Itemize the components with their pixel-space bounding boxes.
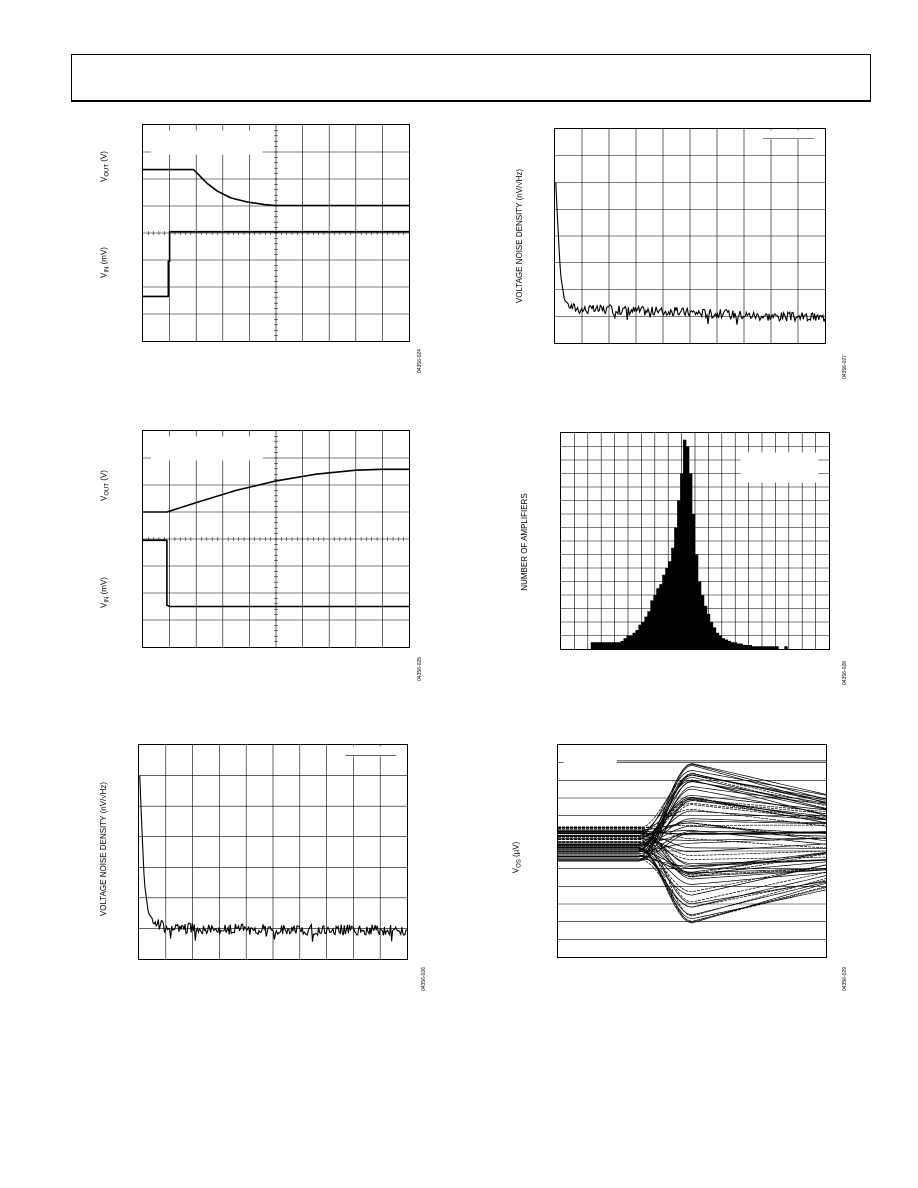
histogram-bar	[695, 555, 698, 650]
figure-file-id: 04356-028	[842, 661, 848, 685]
histogram-bar	[749, 645, 752, 649]
histogram-bar	[746, 645, 749, 649]
histogram-bar	[722, 638, 725, 649]
figure-file-id: 04356-025	[417, 657, 423, 681]
histogram-bar	[680, 474, 683, 650]
histogram-bar	[686, 447, 689, 650]
histogram-bar	[644, 617, 647, 649]
y-label-amplifiers: NUMBER OF AMPLIFIERS	[520, 493, 529, 591]
histogram-bar	[638, 625, 641, 649]
histogram-bar	[728, 641, 731, 649]
histogram-bar	[683, 440, 686, 649]
histogram-bar	[761, 646, 764, 649]
plot-canvas	[561, 433, 829, 649]
histogram-bar	[710, 622, 713, 649]
histogram-bar	[615, 642, 618, 649]
histogram-bar	[632, 633, 635, 649]
histogram-bar	[772, 646, 775, 649]
legend-area	[345, 747, 396, 757]
legend-area	[563, 753, 617, 764]
histogram-plot	[560, 432, 830, 650]
noise-trace	[556, 183, 825, 325]
histogram-bar	[677, 501, 680, 650]
histogram-bar	[766, 646, 769, 649]
histogram-bar	[713, 627, 716, 649]
histogram-bar	[600, 642, 603, 649]
histogram-bar	[725, 640, 728, 649]
histogram-bar	[659, 584, 662, 649]
legend-area	[741, 452, 819, 482]
histogram-bar	[629, 636, 632, 650]
histogram-bar	[635, 630, 638, 649]
histogram-bar	[665, 568, 668, 649]
histogram-bar	[650, 600, 653, 649]
histogram-bar	[641, 622, 644, 649]
histogram-bar	[704, 606, 707, 649]
histogram-bar	[668, 561, 671, 649]
histogram-bar	[621, 641, 624, 649]
noise-plot-2	[138, 744, 408, 960]
y-label-vout: $V_{OUT}$ (V)	[99, 151, 111, 182]
legend-area	[151, 130, 263, 154]
figure-file-id: 04356-029	[842, 967, 848, 991]
histogram-bar	[784, 646, 787, 649]
histogram-bar	[597, 642, 600, 649]
y-label-vin: $V_{IN}$ (mV)	[99, 247, 111, 278]
histogram-bar	[606, 642, 609, 649]
vos-trace	[558, 859, 826, 908]
figure-file-id: 04356-027	[842, 355, 848, 379]
histogram-bar	[656, 588, 659, 649]
histogram-bar	[752, 646, 755, 649]
histogram-bar	[671, 548, 674, 649]
histogram-bar	[653, 595, 656, 649]
histogram-bar	[647, 611, 650, 649]
histogram-bar	[707, 614, 710, 649]
histogram-bar	[627, 636, 630, 650]
page-header-bar	[71, 54, 871, 102]
histogram-bar	[719, 636, 722, 650]
y-label-noise: VOLTAGE NOISE DENSITY (nV/√Hz)	[515, 168, 524, 304]
histogram-bar	[734, 642, 737, 649]
histogram-bar	[698, 582, 701, 650]
plot-canvas	[139, 745, 407, 959]
histogram-bar	[743, 645, 746, 649]
legend-area	[151, 436, 263, 460]
scope-plot-1	[142, 124, 410, 342]
noise-trace	[140, 776, 407, 942]
histogram-bar	[662, 575, 665, 649]
histogram-bar	[692, 514, 695, 649]
histogram-bar	[763, 646, 766, 649]
y-label-vin: $V_{IN}$ (mV)	[99, 577, 111, 608]
figure-file-id: 04356-026	[421, 967, 427, 991]
histogram-bar	[612, 642, 615, 649]
histogram-bar	[716, 633, 719, 649]
plot-canvas	[143, 125, 409, 341]
y-label-noise: VOLTAGE NOISE DENSITY (nV/√Hz)	[99, 781, 108, 917]
histogram-bar	[603, 642, 606, 649]
histogram-bar	[769, 646, 772, 649]
histogram-bar	[755, 646, 758, 649]
histogram-bar	[624, 638, 627, 649]
plot-canvas	[143, 431, 409, 647]
vos-plot	[557, 744, 827, 958]
y-label-vout: $V_{OUT}$ (V)	[99, 470, 111, 501]
histogram-bar	[775, 646, 778, 649]
noise-plot-1	[554, 128, 826, 344]
histogram-bar	[591, 642, 594, 649]
histogram-bar	[740, 644, 743, 649]
y-label-vos: $V_{OS}$ (µV)	[511, 841, 523, 874]
plot-canvas	[558, 745, 826, 957]
histogram-bar	[758, 646, 761, 649]
figure-file-id: 04356-024	[417, 349, 423, 373]
histogram-bar	[618, 642, 621, 649]
histogram-bar	[609, 642, 612, 649]
histogram-bar	[674, 528, 677, 650]
scope-plot-2	[142, 430, 410, 648]
legend-area	[763, 130, 814, 139]
histogram-bar	[689, 474, 692, 650]
histogram-bar	[737, 644, 740, 649]
plot-canvas	[555, 129, 825, 343]
histogram-bar	[594, 642, 597, 649]
histogram-bar	[701, 595, 704, 649]
histogram-bar	[731, 642, 734, 649]
